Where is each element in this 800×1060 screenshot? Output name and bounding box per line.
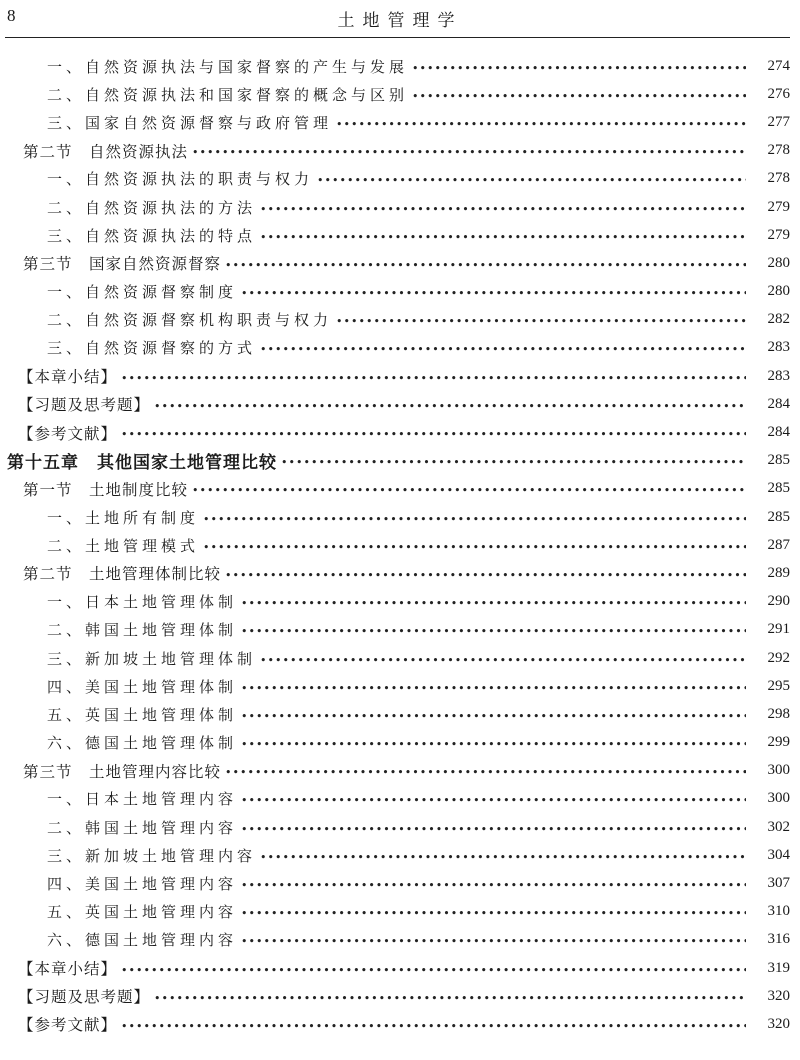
toc-entry-page: 320 xyxy=(767,987,790,1004)
toc-entry-label: 二、自然资源执法的方法 xyxy=(47,198,257,217)
dot-leader xyxy=(281,456,746,469)
toc-entry-item xyxy=(0,813,800,841)
dot-leader xyxy=(260,203,746,216)
toc-entry-page: 292 xyxy=(767,649,790,666)
toc-entry-summary xyxy=(0,390,800,418)
toc-entry-page: 284 xyxy=(767,395,790,412)
toc-entry-label: 五、英国土地管理内容 xyxy=(47,903,238,922)
toc-entry-summary xyxy=(0,362,800,390)
page-number: 8 xyxy=(7,6,16,25)
toc-entry-item xyxy=(0,306,800,334)
dot-leader xyxy=(203,541,746,554)
toc-entry-page: 289 xyxy=(767,564,790,581)
dot-leader xyxy=(192,484,746,497)
toc-entry-label: 第三节 土地管理内容比较 xyxy=(23,762,222,781)
dot-leader xyxy=(260,654,746,667)
dot-leader xyxy=(241,794,746,807)
toc-entry-section xyxy=(0,559,800,587)
toc-entry-page: 298 xyxy=(767,705,790,722)
toc-entry-item xyxy=(0,729,800,757)
dot-leader xyxy=(241,682,746,695)
dot-leader xyxy=(336,118,746,131)
toc-entry-item xyxy=(0,193,800,221)
toc-entry-page: 287 xyxy=(767,536,790,553)
toc-entry-label: 三、自然资源督察的方式 xyxy=(47,339,257,358)
dot-leader xyxy=(121,372,746,385)
toc-entry-item xyxy=(0,644,800,672)
toc-entry-page: 277 xyxy=(767,113,790,130)
dot-leader xyxy=(260,343,746,356)
toc-entry-item xyxy=(0,785,800,813)
toc-entry-page: 302 xyxy=(767,818,790,835)
toc-entry-item xyxy=(0,588,800,616)
toc-entry-page: 276 xyxy=(767,85,790,102)
toc-entry-label: 【参考文献】 xyxy=(18,424,118,443)
toc-entry-item xyxy=(0,841,800,869)
dot-leader xyxy=(121,428,746,441)
toc-entry-label: 第二节 自然资源执法 xyxy=(23,142,189,161)
toc-entry-label: 一、自然资源执法与国家督察的产生与发展 xyxy=(47,57,409,76)
toc-entry-page: 280 xyxy=(767,283,790,300)
toc-entry-label: 一、自然资源督察制度 xyxy=(47,283,238,302)
toc-entry-page: 282 xyxy=(767,311,790,328)
toc-entry-item xyxy=(0,531,800,559)
toc-entry-page: 300 xyxy=(767,790,790,807)
dot-leader xyxy=(203,513,746,526)
toc-entry-page: 283 xyxy=(767,339,790,356)
dot-leader xyxy=(317,174,746,187)
dot-leader xyxy=(225,259,746,272)
toc-entry-page: 290 xyxy=(767,593,790,610)
toc-entry-label: 第二节 土地管理体制比较 xyxy=(23,565,222,584)
toc-entry-item xyxy=(0,616,800,644)
toc-entry-label: 三、新加坡土地管理内容 xyxy=(47,846,257,865)
toc-entry-summary xyxy=(0,954,800,982)
dot-leader xyxy=(154,992,746,1005)
toc-entry-page: 285 xyxy=(767,480,790,497)
toc-entry-page: 279 xyxy=(767,198,790,215)
toc-entry-label: 二、自然资源督察机构职责与权力 xyxy=(47,311,333,330)
toc-entry-page: 291 xyxy=(767,621,790,638)
toc-entry-item xyxy=(0,221,800,249)
toc-entry-page: 307 xyxy=(767,875,790,892)
dot-leader xyxy=(225,766,746,779)
toc-entry-item xyxy=(0,926,800,954)
dot-leader xyxy=(154,400,746,413)
toc-entry-item xyxy=(0,869,800,897)
toc-entry-item xyxy=(0,108,800,136)
toc-entry-item xyxy=(0,165,800,193)
toc-entry-label: 一、日本土地管理体制 xyxy=(47,593,238,612)
toc-entry-label: 【习题及思考题】 xyxy=(18,988,151,1007)
toc-entry-page: 295 xyxy=(767,677,790,694)
book-title: 土地管理学 xyxy=(337,11,463,31)
toc-entry-page: 285 xyxy=(767,452,790,469)
toc-entry-summary xyxy=(0,982,800,1010)
dot-leader xyxy=(260,231,746,244)
toc-entry-label: 一、自然资源执法的职责与权力 xyxy=(47,170,314,189)
dot-leader xyxy=(241,935,746,948)
toc-entry-page: 319 xyxy=(767,959,790,976)
toc-entry-label: 第十五章 其他国家土地管理比较 xyxy=(7,453,277,474)
dot-leader xyxy=(121,964,746,977)
toc-entry-summary xyxy=(0,418,800,446)
toc-entry-label: 【本章小结】 xyxy=(18,368,118,387)
dot-leader xyxy=(241,625,746,638)
toc-entry-item xyxy=(0,503,800,531)
toc-entry-label: 一、日本土地管理内容 xyxy=(47,790,238,809)
toc-entry-label: 三、自然资源执法的特点 xyxy=(47,226,257,245)
toc-entry-label: 第三节 国家自然资源督察 xyxy=(23,255,222,274)
toc-entry-label: 三、国家自然资源督察与政府管理 xyxy=(47,113,333,132)
toc-entry-label: 四、美国土地管理体制 xyxy=(47,677,238,696)
toc-entry-page: 316 xyxy=(767,931,790,948)
header-divider xyxy=(5,37,790,38)
toc-entry-section xyxy=(0,757,800,785)
toc-entry-item xyxy=(0,898,800,926)
toc-entry-label: 一、土地所有制度 xyxy=(47,508,200,527)
toc-entry-item xyxy=(0,334,800,362)
toc-entry-page: 278 xyxy=(767,142,790,159)
toc-entry-label: 五、英国土地管理体制 xyxy=(47,705,238,724)
toc-entry-item xyxy=(0,700,800,728)
toc-entry-label: 二、韩国土地管理体制 xyxy=(47,621,238,640)
toc-entry-page: 279 xyxy=(767,226,790,243)
toc-entry-page: 299 xyxy=(767,734,790,751)
dot-leader xyxy=(241,287,746,300)
toc-entry-label: 【习题及思考题】 xyxy=(18,396,151,415)
dot-leader xyxy=(241,823,746,836)
toc-entry-chapter xyxy=(0,447,800,475)
toc-entry-label: 二、土地管理模式 xyxy=(47,536,200,555)
dot-leader xyxy=(225,569,746,582)
dot-leader xyxy=(241,738,746,751)
toc-entry-page: 310 xyxy=(767,903,790,920)
toc-entry-page: 284 xyxy=(767,424,790,441)
dot-leader xyxy=(192,146,746,159)
toc-entry-label: 二、韩国土地管理内容 xyxy=(47,818,238,837)
dot-leader xyxy=(241,879,746,892)
toc-entry-page: 278 xyxy=(767,170,790,187)
toc-entry-section xyxy=(0,475,800,503)
toc-entry-page: 300 xyxy=(767,762,790,779)
dot-leader xyxy=(241,597,746,610)
toc-entry-label: 【参考文献】 xyxy=(18,1016,118,1035)
toc-entry-item xyxy=(0,80,800,108)
toc-entry-section xyxy=(0,137,800,165)
dot-leader xyxy=(412,90,746,103)
toc-entry-page: 280 xyxy=(767,254,790,271)
dot-leader xyxy=(336,315,746,328)
toc-entry-item xyxy=(0,278,800,306)
toc-entry-label: 第一节 土地制度比较 xyxy=(23,480,189,499)
toc-entry-page: 283 xyxy=(767,367,790,384)
toc-entry-page: 304 xyxy=(767,846,790,863)
toc-entry-item xyxy=(0,52,800,80)
toc-entry-label: 六、德国土地管理体制 xyxy=(47,734,238,753)
toc-entry-page: 285 xyxy=(767,508,790,525)
toc-entry-item xyxy=(0,672,800,700)
toc-entry-label: 三、新加坡土地管理体制 xyxy=(47,649,257,668)
dot-leader xyxy=(412,62,746,75)
toc-entry-label: 【本章小结】 xyxy=(18,960,118,979)
dot-leader xyxy=(260,851,746,864)
toc-entry-page: 320 xyxy=(767,1015,790,1032)
toc-entry-label: 六、德国土地管理内容 xyxy=(47,931,238,950)
dot-leader xyxy=(241,907,746,920)
dot-leader xyxy=(121,1020,746,1033)
toc-entry-label: 四、美国土地管理内容 xyxy=(47,875,238,894)
toc-entry-page: 274 xyxy=(767,57,790,74)
toc-entry-label: 二、自然资源执法和国家督察的概念与区别 xyxy=(47,85,409,104)
toc-entry-summary xyxy=(0,1010,800,1038)
table-of-contents xyxy=(0,52,800,1039)
toc-entry-section xyxy=(0,249,800,277)
dot-leader xyxy=(241,710,746,723)
page-header xyxy=(0,0,800,40)
